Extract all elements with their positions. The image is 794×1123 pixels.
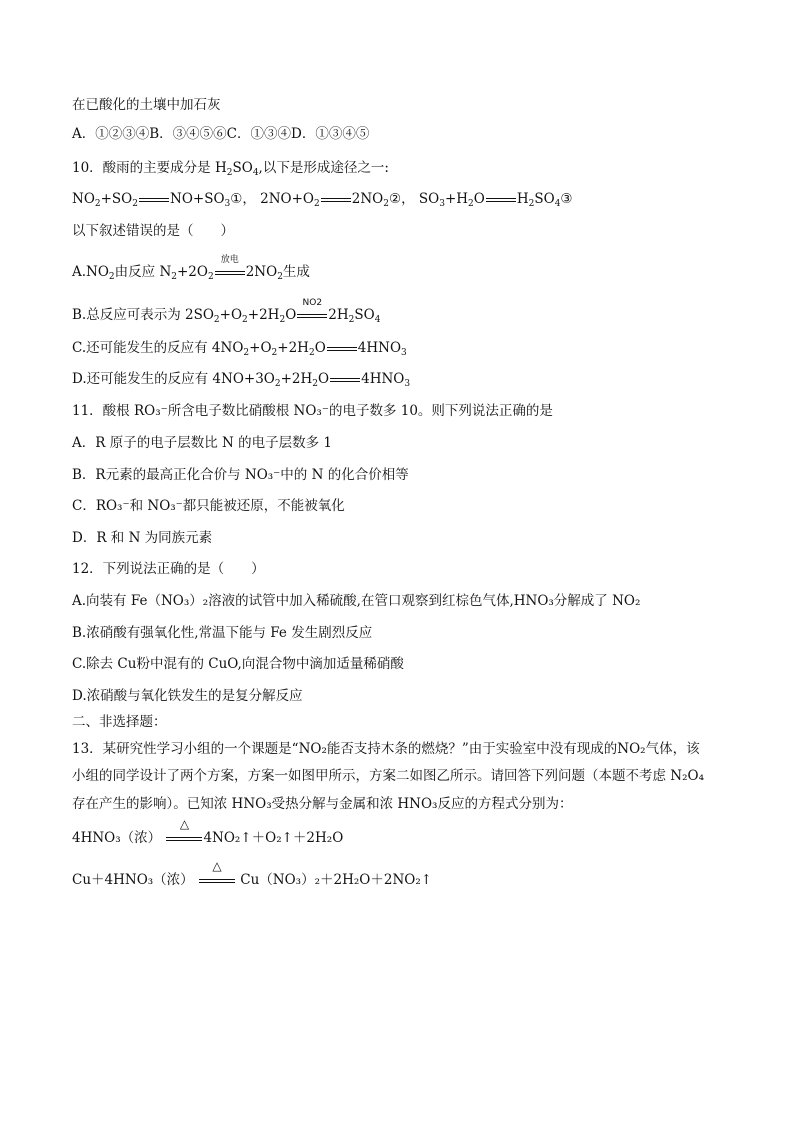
q11-option-c: C．RO₃⁻和 NO₃⁻都只能被还原，不能被氧化 xyxy=(72,498,345,514)
q10-eq1: $NO_2+SO_2$ $NO+SO_3①$， xyxy=(72,191,256,209)
q12-option-a: A.向装有 Fe（NO₃）₂溶液的试管中加入稀硫酸,在管口观察到红棕色气体,HNO₃分解成了 NO₂ xyxy=(72,593,641,609)
q10-option-a: $A.NO_2$由反应 $N_2+2O_2$ 放电 $2NO_2$生成 xyxy=(72,254,310,282)
reaction-condition-arrow: 放电 xyxy=(215,268,245,278)
q10-eq3: $SO_3+H_2O$ $H_2SO_4③$ xyxy=(418,191,573,209)
equals-sign-icon xyxy=(327,344,357,354)
q10-option-d: D.还可能发生的反应有 $4NO+3O_2+2H_2O$ $4HNO_3$ xyxy=(72,371,411,389)
equals-sign-icon xyxy=(330,375,360,385)
q10-option-b: B.总反应可表示为 $2SO_2+O_2+2H_2O$ NO2 $2H_2SO_4$ xyxy=(72,297,381,325)
q10-equations xyxy=(72,190,573,208)
q10-stem: 10．酸雨的主要成分是 $H_2SO_4$,以下是形成途径之一: xyxy=(72,160,389,178)
q11-option-d: D．R 和 N 为同族元素 xyxy=(72,530,213,546)
q11-stem: 11．酸根 RO₃⁻所含电子数比硝酸根 NO₃⁻的电子数多 10。则下列说法正确的是 xyxy=(72,403,553,419)
q12-stem: 12．下列说法正确的是（ ） xyxy=(72,561,265,577)
equals-sign-icon xyxy=(139,195,169,205)
q13-equation-1: 4HNO₃（浓） △ 4NO₂↑＋O₂↑＋2H₂O xyxy=(72,816,344,846)
q13-stem-line-3: 存在产生的影响）。已知浓 HNO₃受热分解与金属和浓 HNO₃反应的方程式分别为： xyxy=(72,796,573,812)
equals-sign-icon xyxy=(486,195,516,205)
q12-option-b: B.浓硝酸有强氧化性,常温下能与 Fe 发生剧烈反应 xyxy=(72,625,373,641)
q10-eq2: $2NO+O_2$ $2NO_2②$， xyxy=(260,191,415,209)
heat-condition-arrow: △ xyxy=(166,834,202,844)
q13-stem-line-1: 13．某研究性学习小组的一个课题是“NO₂能否支持木条的燃烧？”由于实验室中没有现成的NO₂气体，该 xyxy=(72,741,700,757)
q11-option-a: A．R 原子的电子层数比 N 的电子层数多 1 xyxy=(72,435,332,451)
q13-stem-line-2: 小组的同学设计了两个方案，方案一如图甲所示，方案二如图乙所示。请回答下列问题（本题不考虑 N₂O₄ xyxy=(72,768,704,784)
q13-equation-2: Cu＋4HNO₃（浓） △ Cu（NO₃）₂＋2H₂O＋2NO₂↑ xyxy=(72,858,433,888)
reaction-condition-arrow: NO2 xyxy=(297,311,327,321)
q12-option-c: C.除去 Cu粉中混有的 CuO,向混合物中滴加适量稀硝酸 xyxy=(72,656,404,672)
q10-question: 以下叙述错误的是（ ） xyxy=(72,223,234,239)
q12-option-d: D.浓硝酸与氧化铁发生的是复分解反应 xyxy=(72,688,303,704)
q11-option-b: B．R元素的最高正化合价与 NO₃⁻中的 N 的化合价相等 xyxy=(72,467,409,483)
section-heading: 二、非选择题： xyxy=(72,714,167,730)
heat-condition-arrow: △ xyxy=(199,876,235,886)
q10-option-c: C.还可能发生的反应有 $4NO_2+O_2+2H_2O$ $4HNO_3$ xyxy=(72,340,407,358)
q9-answer-choices: A．①②③④B．③④⑤⑥C．①③④D．①③④⑤ xyxy=(72,126,370,142)
q9-option-d-text: 在已酸化的土壤中加石灰 xyxy=(72,97,221,113)
equals-sign-icon xyxy=(321,195,351,205)
